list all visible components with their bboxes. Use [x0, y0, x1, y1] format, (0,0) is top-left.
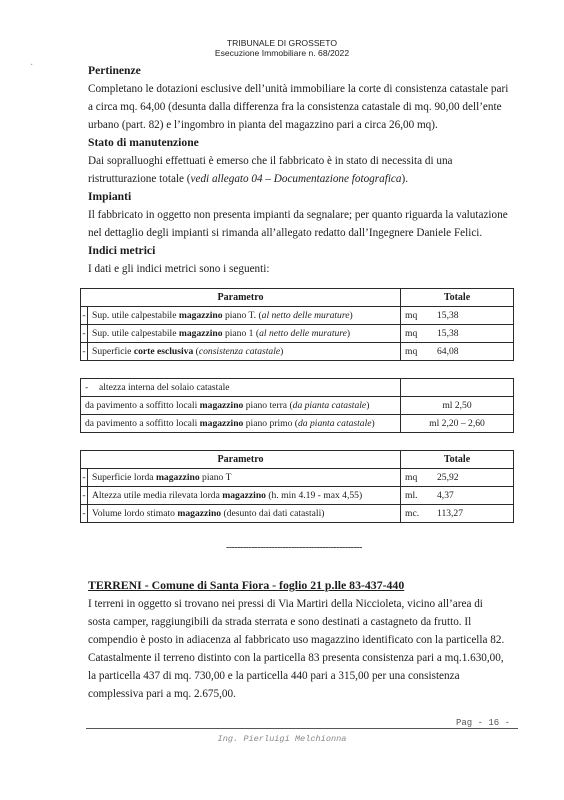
row-total: mc. 113,27	[401, 505, 514, 523]
heading-stato-manutenzione: Stato di manutenzione	[88, 136, 199, 149]
text-line: complessiva pari a mq. 2.675,00.	[88, 688, 236, 700]
heading-pertinenze: Pertinenze	[88, 64, 141, 77]
row-total: ml 2,50	[401, 397, 514, 415]
paragraph-impianti	[88, 206, 512, 242]
text-line: urbano (part. 82) e l’ingombro in pianta del magazzino pari a circa 26,00 mq).	[88, 119, 438, 131]
row-total: ml. 4,37	[401, 487, 514, 505]
row-parameter: Superficie corte esclusiva (consistenza catastale)	[88, 343, 401, 361]
table-row	[81, 379, 514, 397]
row-parameter: da pavimento a soffitto locali magazzino piano primo (da pianta catastale)	[81, 415, 401, 433]
paragraph-terreni	[88, 595, 512, 703]
row-total: mq 25,92	[401, 469, 514, 487]
row-total: ml 2,20 – 2,60	[401, 415, 514, 433]
indici-intro: I dati e gli indici metrici sono i seguenti:	[88, 263, 270, 275]
table-altezze	[80, 378, 514, 433]
court-name: TRIBUNALE DI GROSSETO	[226, 38, 338, 48]
table-row	[81, 469, 514, 487]
row-dash: -	[81, 487, 88, 505]
row-dash: -	[81, 307, 88, 325]
heading-terreni: TERRENI - Comune di Santa Fiora - foglio 21 p.lle 83-437-440	[88, 578, 405, 592]
case-number: Esecuzione Immobiliare n. 68/2022	[214, 48, 350, 58]
table-header-row	[81, 289, 514, 307]
row-parameter: - altezza interna del solaio catastale	[81, 379, 401, 397]
text-line: Il fabbricato in oggetto non presenta impianti da segnalare; per quanto riguarda la valutazione	[88, 209, 508, 221]
text-line: Completano le dotazioni esclusive dell’unità immobiliare la corte di consistenza catastale pari	[88, 83, 509, 95]
column-header-parametro: Parametro	[81, 451, 401, 469]
scan-speck: ·	[30, 60, 34, 71]
column-header-totale: Totale	[401, 289, 514, 307]
row-parameter: Volume lordo stimato magazzino (desunto dai dati catastali)	[88, 505, 401, 523]
table-row	[81, 487, 514, 505]
table-row	[81, 415, 514, 433]
heading-impianti: Impianti	[88, 190, 132, 203]
text-line: la particella 437 di mq. 730,00 e la particella 440 pari a 315,00 per una consistenza	[88, 670, 460, 682]
section-pertinenze	[88, 62, 512, 278]
row-dash: -	[81, 505, 88, 523]
table-row	[81, 325, 514, 343]
row-parameter: Superficie lorda magazzino piano T	[88, 469, 401, 487]
column-header-parametro: Parametro	[81, 289, 401, 307]
row-total: mq 15,38	[401, 307, 514, 325]
row-parameter: da pavimento a soffitto locali magazzino piano terra (da pianta catastale)	[81, 397, 401, 415]
row-total: mq 64,08	[401, 343, 514, 361]
row-dash: -	[81, 343, 88, 361]
column-header-totale: Totale	[401, 451, 514, 469]
row-total: mq 15,38	[401, 325, 514, 343]
paragraph-manutenzione	[88, 152, 512, 188]
row-parameter: Altezza utile media rilevata lorda magazzino (h. min 4.19 - max 4,55)	[88, 487, 401, 505]
page-number: Pag - 16 -	[456, 718, 511, 728]
row-parameter: Sup. utile calpestabile magazzino piano T. (al netto delle murature)	[88, 307, 401, 325]
table-parametri-superfici	[80, 288, 514, 361]
row-dash: -	[81, 325, 88, 343]
heading-indici-metrici: Indici metrici	[88, 244, 156, 257]
text-line: nel dettaglio degli impianti si rimanda all’allegato redatto dall’Ingegnere Daniele Felici.	[88, 227, 483, 239]
text-line: sosta camper, raggiungibili da strada sterrata e sono destinati a castagneto da frutto. Il	[88, 616, 472, 628]
paragraph-pertinenze	[88, 80, 512, 134]
text-line: Dai sopralluoghi effettuati è emerso che il fabbricato è in stato di necessita di una	[88, 155, 453, 167]
table-row	[81, 397, 514, 415]
text-line: I terreni in oggetto si trovano nei pressi di Via Martiri della Niccioleta, vicino all’area di	[88, 598, 483, 610]
text-line: Catastalmente il terreno distinto con la particella 83 presenta consistenza pari a mq.1.630,00,	[88, 652, 504, 664]
text-line: a circa mq. 64,00 (desunta dalla differenza fra la consistenza catastale di mq. 90,00 dell’ente	[88, 101, 502, 113]
table-header-row	[81, 451, 514, 469]
text-line: ristrutturazione totale (vedi allegato 04 – Documentazione fotografica).	[88, 173, 409, 185]
row-total	[401, 379, 514, 397]
row-dash: -	[81, 469, 88, 487]
table-row	[81, 307, 514, 325]
text-line: compendio è posto in adiacenza al fabbricato uso magazzino identificato con la particella 82.	[88, 634, 505, 646]
row-parameter: Sup. utile calpestabile magazzino piano 1 (al netto delle murature)	[88, 325, 401, 343]
section-separator: ------------------------------------------------	[226, 542, 362, 553]
table-parametri-volumi	[80, 450, 514, 523]
footer-author: Ing. Pierluigi Melchionna	[217, 734, 347, 744]
footer-divider	[86, 728, 518, 729]
table-row	[81, 505, 514, 523]
table-row	[81, 343, 514, 361]
